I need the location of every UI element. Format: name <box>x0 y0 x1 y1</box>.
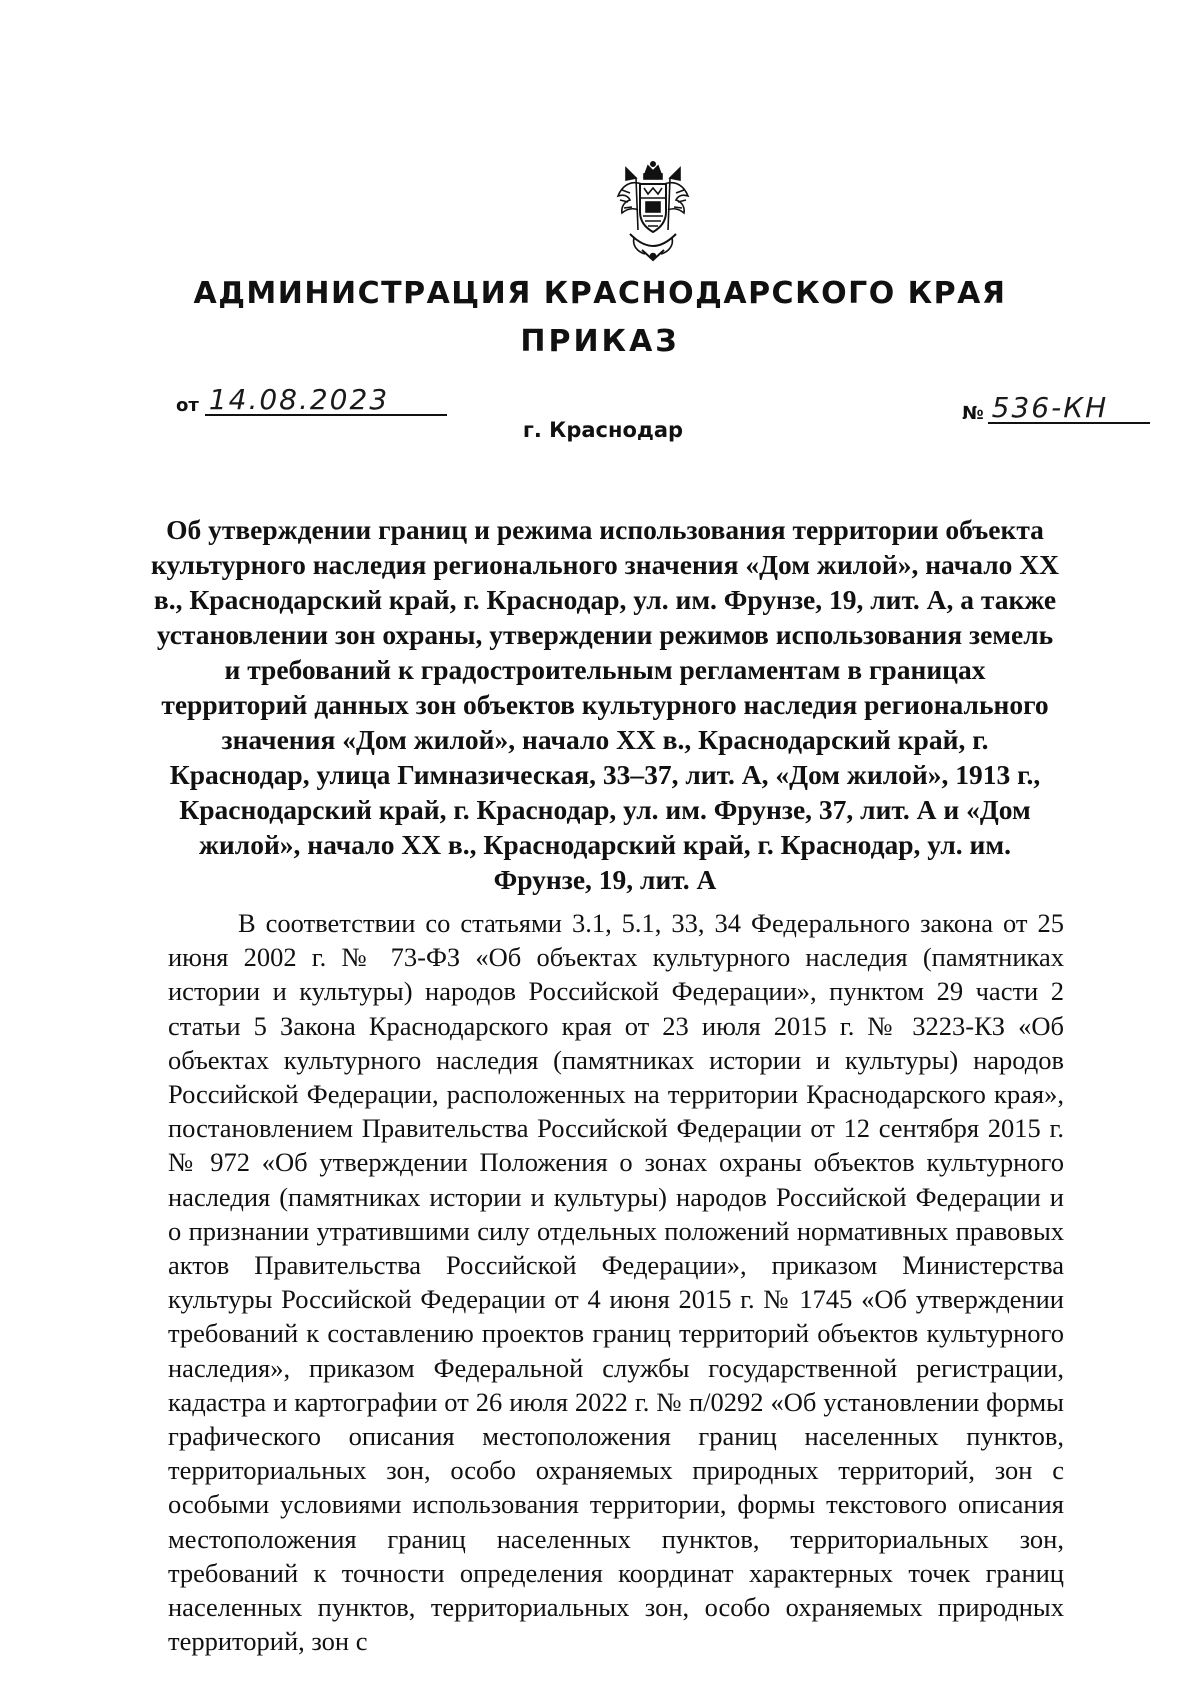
number-value: 536-КН <box>988 394 1150 424</box>
date-prefix: от <box>176 395 199 416</box>
city-name: г. Краснодар <box>522 418 684 442</box>
number-prefix: № <box>962 403 984 424</box>
date-field <box>176 383 447 416</box>
body-paragraph-text: В соответствии со статьями 3.1, 5.1, 33, 34 Федерального закона от 25 июня 2002 г. № 73-ФЗ «Об объектах культурного наследия (памятниках истории и культуры) народов Российской Федерации», пунктом 29 части 2 статьи 5 Закона Краснодарского края от 23 июля 2015 г. № 3223-КЗ «Об объектах культурного наследия (памятниках истории и культуры) народов Российской Федерации, расположенных на территории Краснодарского края», постановлением Правительства Российской Федерации от 12 сентября 2015 г. № 972 «Об утверждении Положения о зонах охраны объектов культурного наследия (памятниках истории и культуры) народов Российской Федерации и о признании утратившими силу отдельных положений нормативных правовых актов Правительства Российской Федерации», приказом Министерства культуры Российской Федерации от 4 июня 2015 г. № 1745 «Об утверждении требований к составлению проектов границ территорий объектов культурного наследия», приказом Федеральной службы государственной регистрации, кадастра и картографии от 26 июля 2022 г. № п/0292 «Об установлении формы графического описания местоположения границ населенных пунктов, территориальных зон, особо охраняемых природных территорий, зон с особыми условиями использования территории, формы текстового описания местоположения границ населенных пунктов, территориальных зон, требований к точности определения координат характерных точек границ населенных пунктов, территориальных зон, особо охраняемых природных территорий, зон с <box>168 908 1064 1657</box>
body-paragraph <box>168 906 1064 1658</box>
document-title: Об утверждении границ и режима использования территории объекта культурного наследия регионального значения «Дом жилой», начало XX в., Краснодарский край, г. Краснодар, ул. им. Фрунзе, 19, лит. А, а также установлении зон охраны, утверждении режимов использования земель и требований к градостроительным регламентам в границах территорий данных зон объектов культурного наследия регионального значения «Дом жилой», начало XX в., Краснодарский край, г. Краснодар, улица Гимназическая, 33–37, лит. А, «Дом жилой», 1913 г., Краснодарский край, г. Краснодар, ул. им. Фрунзе, 37, лит. А и «Дом жилой», начало XX в., Краснодарский край, г. Краснодар, ул. им. Фрунзе, 19, лит. А <box>151 514 1059 895</box>
document-type: ПРИКАЗ <box>520 324 680 359</box>
organization-name: АДМИНИСТРАЦИЯ КРАСНОДАРСКОГО КРАЯ <box>193 276 1007 311</box>
date-value: 14.08.2023 <box>205 386 447 416</box>
coat-of-arms-icon <box>612 160 694 264</box>
